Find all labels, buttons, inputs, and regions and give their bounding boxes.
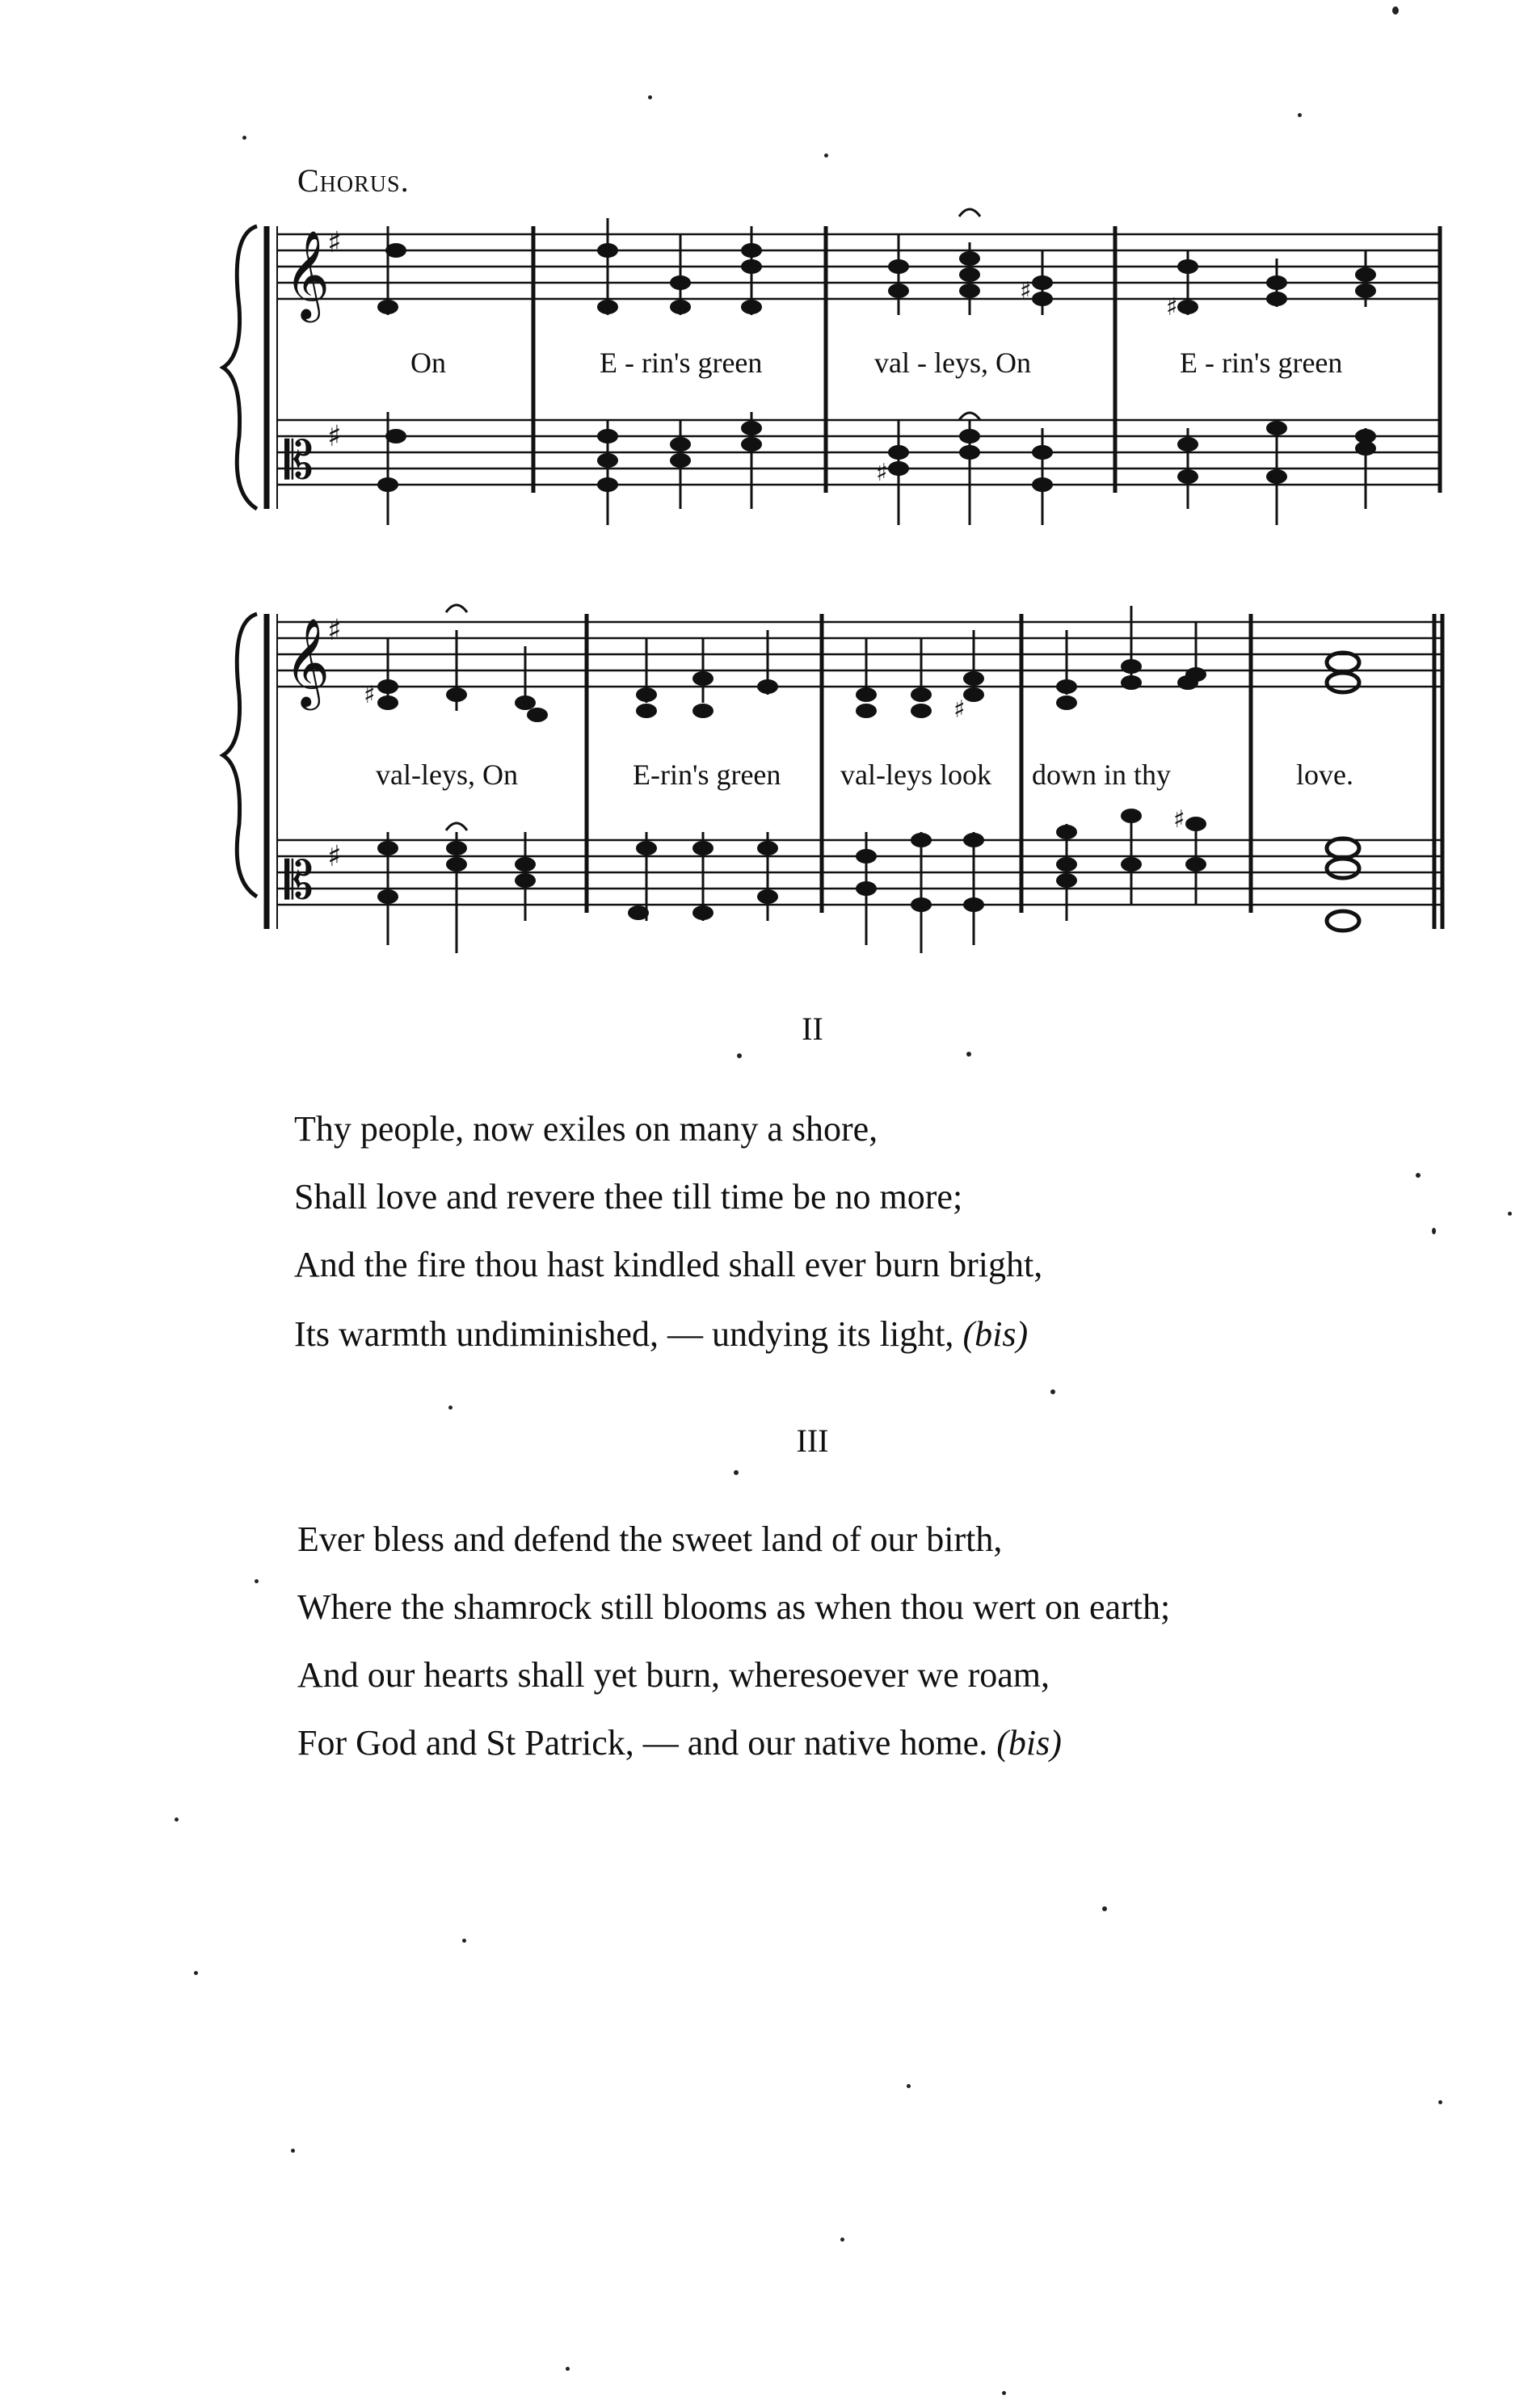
svg-text:♯: ♯	[327, 840, 342, 873]
bis-marker: (bis)	[962, 1314, 1029, 1354]
chorus-label: Chorus.	[297, 162, 410, 199]
verse-number-3: III	[796, 1423, 829, 1459]
svg-text:𝄡: 𝄡	[284, 851, 314, 911]
lyric-1-1: On	[410, 347, 446, 379]
lyric-2-3: val-leys look	[840, 759, 991, 791]
lyric-1-3: val - leys, On	[874, 347, 1031, 379]
lyric-2-5: love.	[1296, 759, 1353, 791]
verse-2-line-3: And the fire thou hast kindled shall ever burn bright,	[294, 1245, 1043, 1284]
lyric-2-2: E-rin's green	[633, 759, 781, 791]
svg-text:♯: ♯	[1020, 277, 1032, 305]
verse-3-line-1: Ever bless and defend the sweet land of our birth,	[297, 1519, 1003, 1559]
svg-text:𝄞: 𝄞	[284, 230, 330, 319]
lyric-1-2: E - rin's green	[600, 347, 763, 379]
lyric-1-4: E - rin's green	[1180, 347, 1343, 379]
svg-text:♯: ♯	[1166, 293, 1178, 321]
verse-2-line-4: Its warmth undiminished, — undying its light, (bis)	[294, 1314, 1029, 1354]
bis-marker: (bis)	[996, 1723, 1062, 1763]
svg-text:𝄞: 𝄞	[284, 618, 330, 707]
svg-text:♯: ♯	[327, 420, 342, 453]
lyric-2-1: val-leys, On	[376, 759, 518, 791]
svg-text:♯: ♯	[327, 226, 342, 259]
svg-text:♯: ♯	[953, 696, 966, 724]
music-system-1	[0, 202, 1528, 574]
svg-text:♯: ♯	[327, 614, 342, 647]
verse-3-line-3: And our hearts shall yet burn, wheresoever we roam,	[297, 1655, 1050, 1695]
verse-3-line-4: For God and St Patrick, — and our native home. (bis)	[297, 1723, 1062, 1763]
lyric-2-4: down in thy	[1032, 759, 1172, 791]
svg-text:♯: ♯	[364, 681, 376, 709]
svg-text:♯: ♯	[1173, 805, 1185, 834]
svg-text:♯: ♯	[876, 459, 888, 487]
verse-number-2: II	[802, 1011, 823, 1047]
svg-text:𝄡: 𝄡	[284, 431, 314, 491]
verse-3-line-2: Where the shamrock still blooms as when thou wert on earth;	[297, 1587, 1171, 1627]
verse-2-line-2: Shall love and revere thee till time be no more;	[294, 1177, 963, 1217]
verse-2-line-1: Thy people, now exiles on many a shore,	[294, 1109, 878, 1149]
